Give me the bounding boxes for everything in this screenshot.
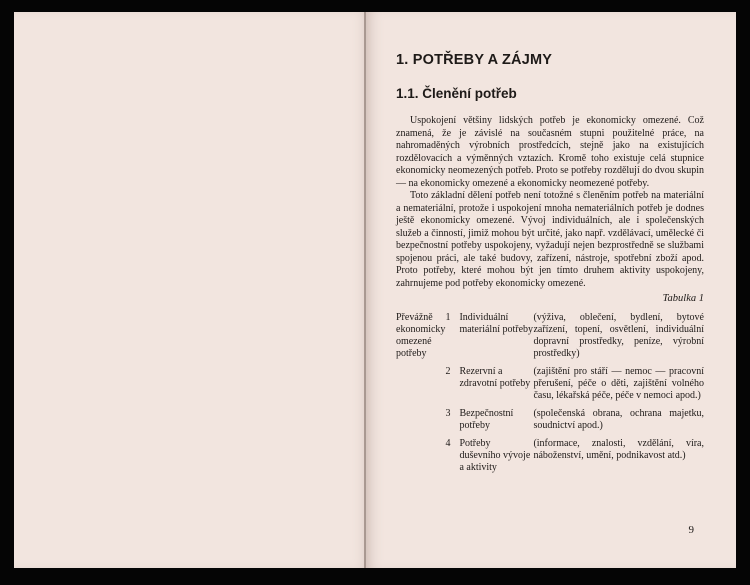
row-description: (společenská obrana, ochrana majetku, soudnictví apod.): [533, 408, 704, 431]
chapter-title: 1. POTŘEBY A ZÁJMY: [396, 52, 553, 68]
page-content: [396, 52, 704, 480]
table-row: [396, 312, 704, 366]
section-title: 1.1. Členění potřeb: [396, 86, 517, 101]
table-caption: Tabulka 1: [662, 293, 704, 304]
left-page-blank: [14, 12, 370, 568]
page-number: 9: [688, 524, 694, 536]
right-page: [366, 12, 736, 568]
row-category: Bezpečnostní potřeby: [459, 408, 514, 431]
paragraph-2: Toto základní dělení potřeb není totožné s členěním potřeb na materiální a nemateriální, protože i uspokojení mnoha nemateriálních potřeb je dodnes ještě ekonomicky omezené. Vývoj individuálních, ale i společenských služeb a činností, jimiž mohou být určité, jako např. vzdělávací, umělecké či bezpečnostní potřeby uspokojeny, vyžadují nejen bezprostředně se službami spojenou práci, ale také budovy, zařízení, nástroje, spotřební zboží apod. Proto potřeby, které mohou být jen tímto druhem aktivity uspokojeny, zahrnujeme pod potřeby ekonomicky omezené.: [396, 190, 704, 289]
row-number: 4: [445, 438, 451, 449]
row-category: Potřeby duševního vývoje a aktivity: [459, 438, 531, 473]
row-number: 2: [445, 366, 451, 377]
group-label: Převážně ekonomicky omezené potřeby: [396, 312, 446, 359]
row-number: 3: [445, 408, 451, 419]
row-description: (výživa, oblečení, bydlení, bytové zařízení, topení, osvětlení, individuální dopravní prostředky, peníze, výrobní prostředky): [533, 312, 704, 359]
row-description: (informace, znalosti, vzdělání, víra, náboženství, umění, podnikavost atd.): [533, 438, 704, 461]
row-description: (zajištění pro stáří — nemoc — pracovní přerušení, péče o děti, zajištění volného času, lékařská péče, péče v nemoci apod.): [533, 366, 704, 401]
paragraph-1: Uspokojení většiny lidských potřeb je ekonomicky omezené. Což znamená, že je závislé na současném stupni použitelné práce, na nahromaděných výrobních prostředcích, stejně jako na existujících rozdělovacích a výměnných vztazích. Kromě toho existuje celá stupnice ekonomicky neomezených potřeb. Proto se potřeby rozdělují do dvou skupin — na ekonomicky omezené a ekonomicky neomezené potřeby.: [396, 115, 704, 189]
row-number: 1: [445, 312, 451, 323]
row-category: Rezervní a zdravotní potřeby: [459, 366, 531, 389]
row-category: Individuální materiální potřeby: [459, 312, 534, 335]
needs-table: [396, 312, 704, 480]
